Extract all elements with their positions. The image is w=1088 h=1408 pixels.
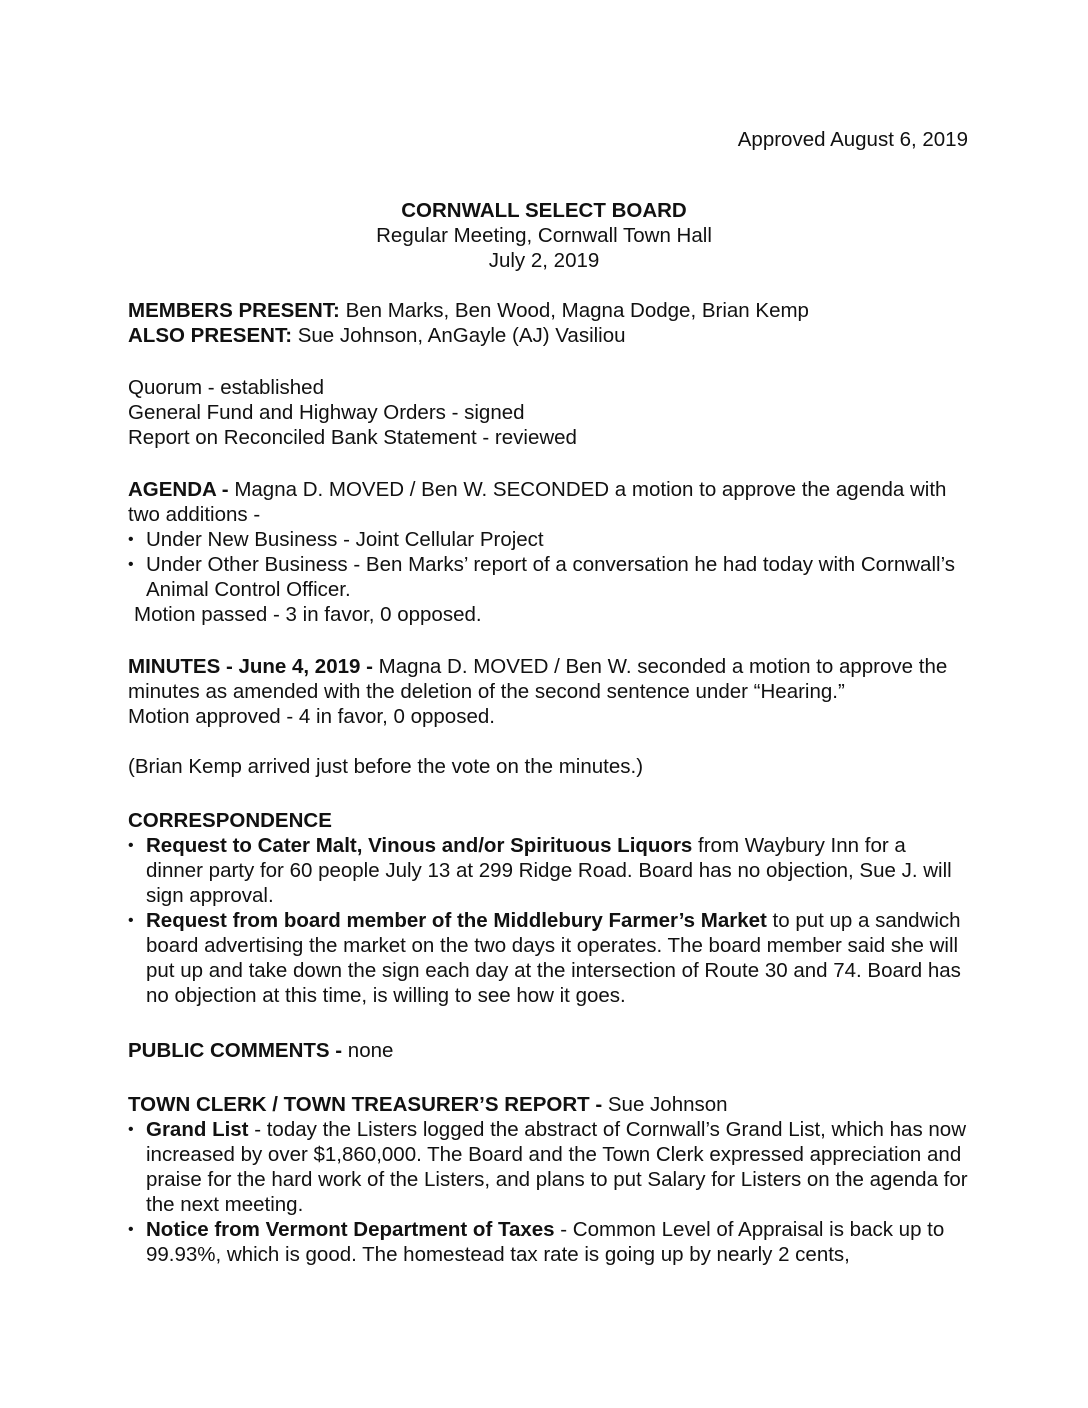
list-item: [128, 1117, 968, 1217]
meeting-date: July 2, 2019: [488, 249, 600, 272]
public-comments-text: none: [342, 1039, 394, 1062]
minutes-result: Motion approved - 4 in favor, 0 opposed.: [128, 705, 495, 728]
document-header: [128, 198, 960, 273]
clerk-report-item-text: - Common Level of Appraisal is back up to 99.93%, which is good. The homestead tax rate is going up by nearly 2 cents,: [146, 1218, 945, 1266]
clerk-report-item-title: Notice from Vermont Department of Taxes: [146, 1218, 555, 1241]
minutes-label: MINUTES - June 4, 2019 -: [128, 655, 373, 678]
meeting-subtitle: Regular Meeting, Cornwall Town Hall: [376, 224, 712, 247]
agenda-result: Motion passed - 3 in favor, 0 opposed.: [134, 603, 482, 626]
clerk-report-item-title: Grand List: [146, 1118, 249, 1141]
minutes-text: Magna D. MOVED / Ben W. seconded a motion to approve the minutes as amended with the deletion of the second sentence under “Hearing.”: [128, 655, 948, 703]
status-line: General Fund and Highway Orders - signed: [128, 401, 525, 424]
correspondence-item-text: to put up a sandwich board advertising the market on the two days it operates. The board member said she will put up and take down the sign each day at the intersection of Route 30 and 74. Board has no objection at this time, is willing to see how it goes.: [146, 909, 961, 1007]
correspondence-heading: CORRESPONDENCE: [128, 809, 332, 832]
members-present-line: [128, 298, 968, 323]
clerk-report-heading-line: [128, 1092, 968, 1117]
list-item: [128, 908, 968, 1008]
approval-note: Approved August 6, 2019: [737, 128, 968, 151]
agenda-text: Magna D. MOVED / Ben W. SECONDED a motion to approve the agenda with two additions -: [128, 478, 947, 526]
correspondence-item-title: Request to Cater Malt, Vinous and/or Spirituous Liquors: [146, 834, 693, 857]
document-title: CORNWALL SELECT BOARD: [401, 199, 687, 222]
list-item: • Under New Business - Joint Cellular Project: [128, 527, 968, 552]
also-present-names: Sue Johnson, AnGayle (AJ) Vasiliou: [297, 324, 626, 347]
agenda-paragraph: [128, 477, 968, 527]
minutes-note: (Brian Kemp arrived just before the vote on the minutes.): [128, 755, 644, 778]
agenda-label: AGENDA -: [128, 478, 229, 501]
also-present-label: ALSO PRESENT:: [128, 324, 293, 347]
correspondence-item-title: Request from board member of the Middlebury Farmer’s Market: [146, 909, 767, 932]
attendance-section: [128, 298, 968, 348]
status-line: Quorum - established: [128, 376, 324, 399]
list-item: [128, 833, 968, 908]
members-present-names: Ben Marks, Ben Wood, Magna Dodge, Brian Kemp: [345, 299, 809, 322]
agenda-additions-list: [128, 527, 968, 602]
also-present-line: [128, 323, 968, 348]
list-item: [128, 1217, 968, 1267]
correspondence-list: [128, 833, 968, 1008]
clerk-report-item-text: - today the Listers logged the abstract of Cornwall’s Grand List, which has now increased by over $1,860,000. The Board and the Town Clerk expressed appreciation and praise for the hard work of the Listers, and plans to put Salary for Listers on the agenda for the next meeting.: [146, 1118, 968, 1216]
list-item: • Under Other Business - Ben Marks’ report of a conversation he had today with Cornwall’s Animal Control Officer.: [128, 552, 968, 602]
status-line: Report on Reconciled Bank Statement - reviewed: [128, 426, 577, 449]
correspondence-item-text: from Waybury Inn for a dinner party for 60 people July 13 at 299 Ridge Road. Board has no objection, Sue J. will sign approval.: [146, 834, 952, 907]
correspondence-section: [128, 808, 968, 1008]
minutes-paragraph: [128, 654, 968, 704]
minutes-section: [128, 654, 968, 779]
clerk-report-label: TOWN CLERK / TOWN TREASURER’S REPORT -: [128, 1093, 603, 1116]
clerk-report-list: [128, 1117, 968, 1267]
clerk-report-section: [128, 1092, 968, 1267]
agenda-section: [128, 477, 968, 627]
status-section: [128, 375, 968, 450]
public-comments-label: PUBLIC COMMENTS -: [128, 1039, 343, 1062]
clerk-report-presenter: Sue Johnson: [602, 1093, 728, 1116]
members-present-label: MEMBERS PRESENT:: [128, 299, 340, 322]
public-comments-section: [128, 1038, 968, 1063]
